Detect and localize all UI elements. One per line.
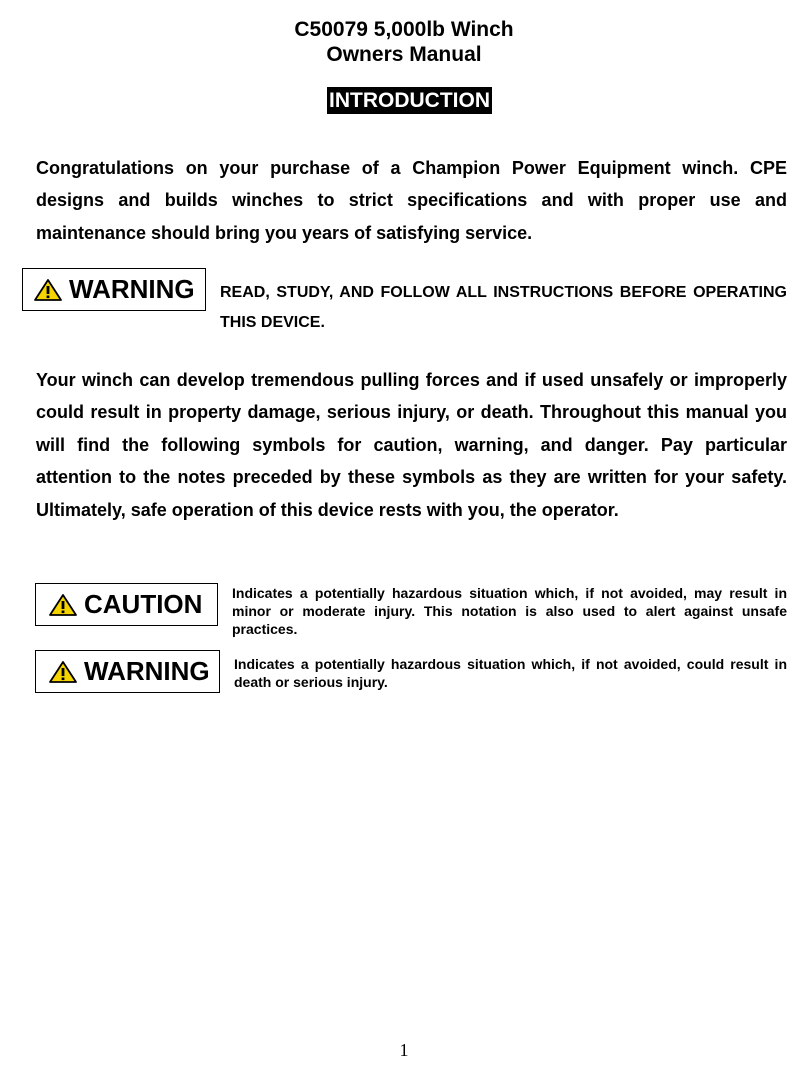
warning-box xyxy=(35,650,220,693)
safety-paragraph: Your winch can develop tremendous pulling forces and if used unsafely or improperly could result in property damage, serious injury, or death. Throughout this manual you will find the following symbols for caution, warning, and danger. Pay particular attention to the notes preceded by these symbols as they are written for your safety. Ultimately, safe operation of this device rests with you, the operator. xyxy=(36,370,787,520)
warning-triangle-icon xyxy=(48,660,78,684)
warning-label: WARNING xyxy=(84,656,210,686)
caution-box xyxy=(35,583,218,626)
page-number: 1 xyxy=(399,1040,409,1060)
top-warning-box xyxy=(22,268,206,311)
top-warning-text: READ, STUDY, AND FOLLOW ALL INSTRUCTIONS BEFORE OPERATING THIS DEVICE. xyxy=(220,284,787,331)
intro-paragraph: Congratulations on your purchase of a Champion Power Equipment winch. CPE designs and builds winches to strict specifications and with proper use and maintenance should bring you years of satisfying service. xyxy=(36,158,787,243)
caution-description: Indicates a potentially hazardous situation which, if not avoided, may result in minor or moderate injury. This notation is also used to alert against unsafe practices. xyxy=(232,585,787,637)
title-line-1: C50079 5,000lb Winch xyxy=(294,18,514,41)
section-heading: INTRODUCTION xyxy=(329,89,490,112)
warning-triangle-icon xyxy=(33,278,63,302)
title-line-2: Owners Manual xyxy=(326,43,482,66)
warning-triangle-icon xyxy=(48,593,78,617)
warning-description: Indicates a potentially hazardous situation which, if not avoided, could result in death or serious injury. xyxy=(234,656,787,690)
caution-label: CAUTION xyxy=(84,589,203,619)
top-warning-label: WARNING xyxy=(69,274,195,304)
